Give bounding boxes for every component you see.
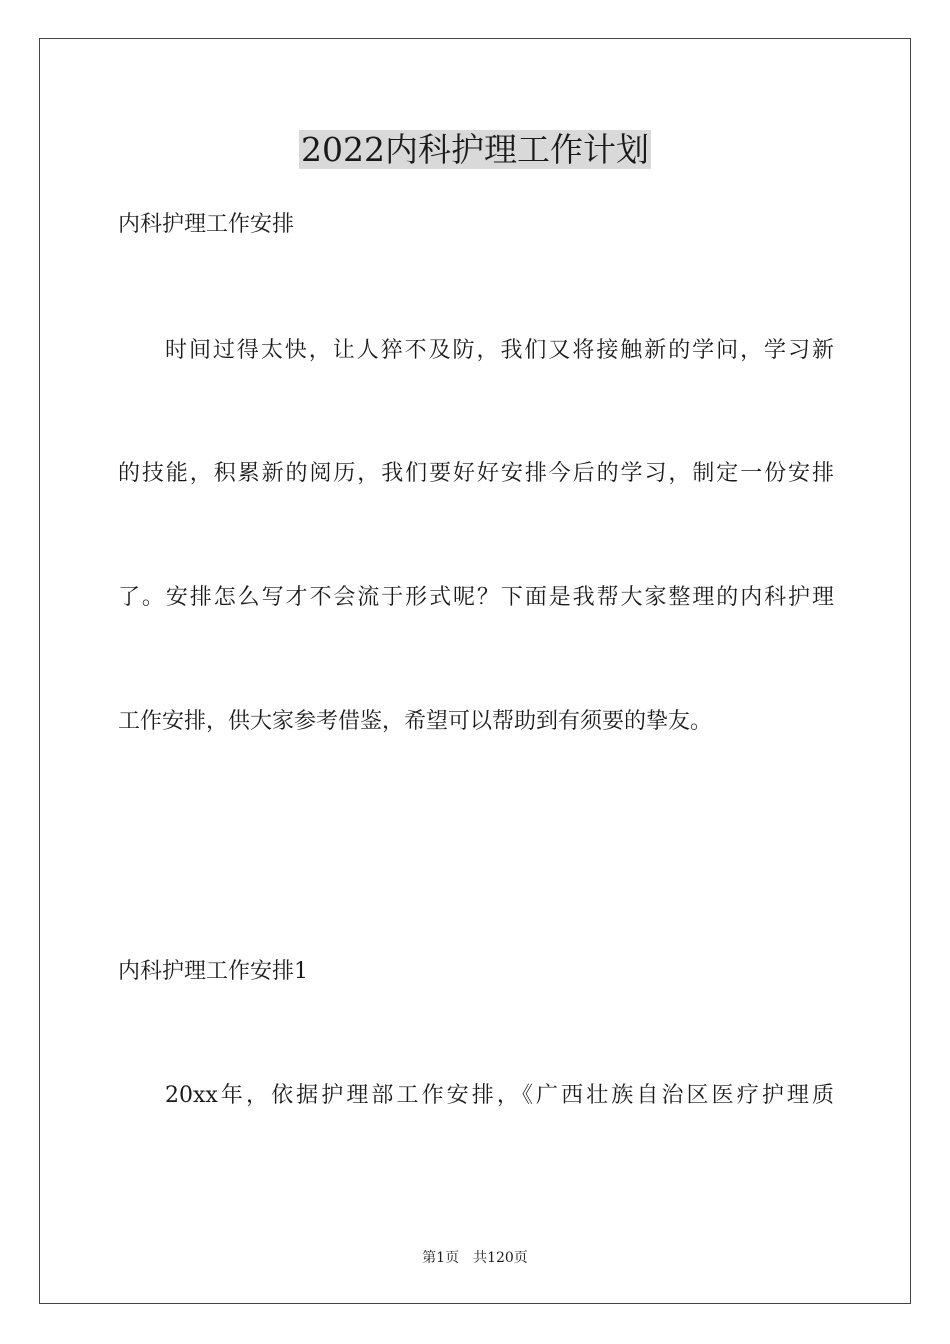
paragraph-line: 时间过得太快，让人猝不及防，我们又将接触新的学问，学习新	[165, 338, 834, 363]
paragraph-line: 了。安排怎么写才不会流于形式呢？下面是我帮大家整理的内科护理	[118, 585, 834, 610]
document-title-text: 2022内科护理工作计划	[301, 130, 649, 169]
paragraph-line: 的技能，积累新的阅历，我们要好好安排今后的学习，制定一份安排	[118, 461, 834, 486]
page-number-footer: 第1页 共120页	[422, 1250, 528, 1266]
section-heading: 内科护理工作安排1	[118, 959, 308, 984]
paragraph-line: 工作安排，供大家参考借鉴，希望可以帮助到有须要的挚友。	[118, 709, 713, 734]
document-title	[0, 128, 950, 172]
document-heading: 内科护理工作安排	[118, 212, 295, 237]
paragraph-line: 20xx年，依据护理部工作安排，《广西壮族自治区医疗护理质	[165, 1083, 834, 1108]
